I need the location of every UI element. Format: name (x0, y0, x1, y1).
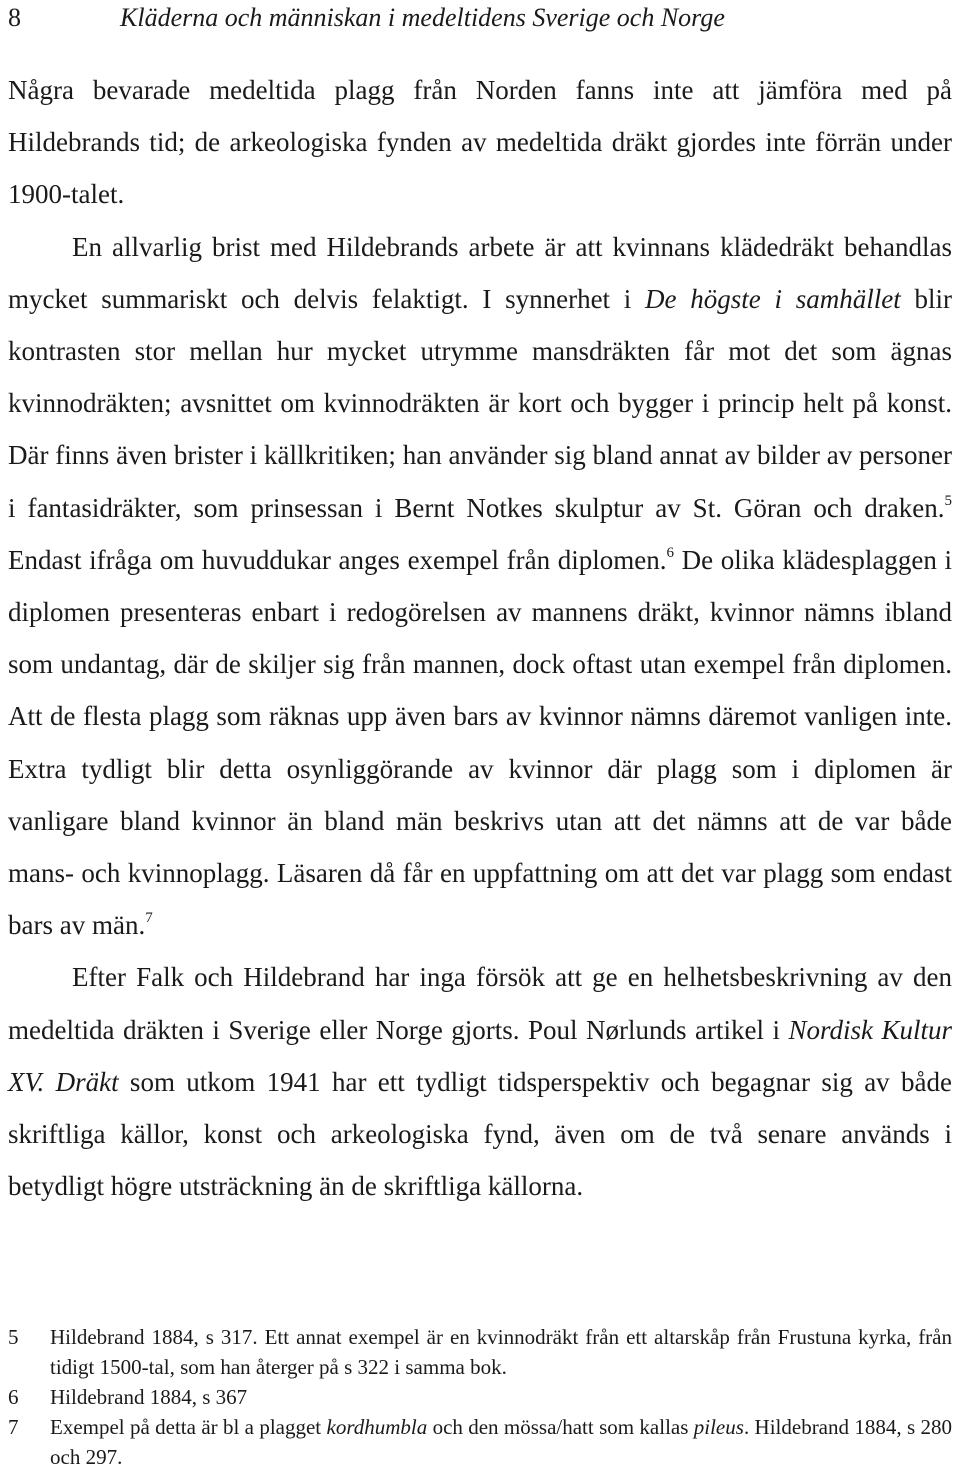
footnote-number: 6 (8, 1385, 19, 1409)
term: kordhumbla (326, 1415, 428, 1439)
book-title: De högste i samhället (645, 283, 901, 314)
footnote-number: 5 (8, 1325, 19, 1349)
paragraph-text: Några bevarade medeltida plagg från Norden fanns inte att jämföra med på Hildebrands tid; de arkeologiska fynden av medeltida dräkt gjordes inte förrän under 1900-talet. (8, 75, 952, 210)
paragraph-1 (8, 64, 952, 221)
book-title: Nordisk Kultur XV. Dräkt (8, 1014, 953, 1097)
page-number: 8 (8, 3, 21, 32)
paragraph-2 (8, 221, 952, 952)
term: pileus (693, 1415, 744, 1439)
page-header (0, 0, 960, 40)
footnote-number: 7 (8, 1415, 19, 1439)
footnote-6 (8, 1382, 952, 1412)
footnote-5 (8, 1322, 952, 1382)
body-text (8, 64, 952, 1212)
footnote-text: Hildebrand 1884, s 367 (50, 1385, 248, 1409)
footnote-ref-6[interactable]: 6 (666, 544, 675, 561)
footnote-text: . Hildebrand 1884, s 280 och 297. (50, 1415, 952, 1469)
paragraph-text: En allvarlig brist med Hildebrands arbete är att kvinnans klädedräkt behandlas mycket summariskt och delvis felaktigt. I synnerhet i (8, 231, 952, 314)
paragraph-text: De olika klädesplaggen i diplomen presenteras enbart i redogörelsen av mannens dräkt, kvinnor nämns ibland som undantag, där de skiljer sig från mannen, dock oftast utan exempel från diplomen. Att de flesta plagg som räknas upp även bars av kvinnor nämns däremot vanligen inte. Extra tydligt blir detta osynliggörande av kvinnor där plagg som i diplomen är vanligare bland kvinnor än bland män beskrivs utan att det nämns att de var både mans- och kvinnoplagg. Läsaren då får en uppfattning om att det var plagg som endast bars av män. (8, 544, 952, 941)
paragraph-text: som utkom 1941 har ett tydligt tidsperspektiv och begagnar sig av både skriftliga källor, konst och arkeologiska fynd, även om de två senare används i betydligt högre utsträckning än de skriftliga källorna. (8, 1066, 952, 1202)
paragraph-text: Efter Falk och Hildebrand har inga försök att ge en helhetsbeskrivning av den medeltida dräkten i Sverige eller Norge gjorts. Poul Nørlunds artikel i (8, 962, 952, 1045)
paragraph-3 (8, 951, 952, 1212)
footnote-7 (8, 1412, 952, 1472)
footnote-text: Exempel på detta är bl a plagget (50, 1415, 327, 1439)
running-title: Kläderna och människan i medeltidens Sverige och Norge (120, 3, 725, 32)
paragraph-text: blir kontrasten stor mellan hur mycket utrymme mansdräkten får mot det som ägnas kvinnodräkten; avsnittet om kvinnodräkten är kort och bygger i princip helt på konst. Där finns även brister i källkritiken; han använder sig bland annat av bilder av personer i fantasidräkter, som prinsessan i Bernt Notkes skulptur av St. Göran och draken. (8, 283, 952, 523)
footnote-text: och den mössa/hatt som kallas (427, 1415, 694, 1439)
paragraph-text: Endast ifråga om huvuddukar anges exempel från diplomen. (8, 544, 667, 575)
footnote-ref-5[interactable]: 5 (944, 492, 952, 509)
footnotes (8, 1322, 952, 1472)
footnote-text: Hildebrand 1884, s 317. Ett annat exempel är en kvinnodräkt från ett altarskåp från Frustuna kyrka, från tidigt 1500-tal, som han återger på s 322 i samma bok. (50, 1325, 952, 1379)
footnote-ref-7[interactable]: 7 (145, 910, 153, 927)
